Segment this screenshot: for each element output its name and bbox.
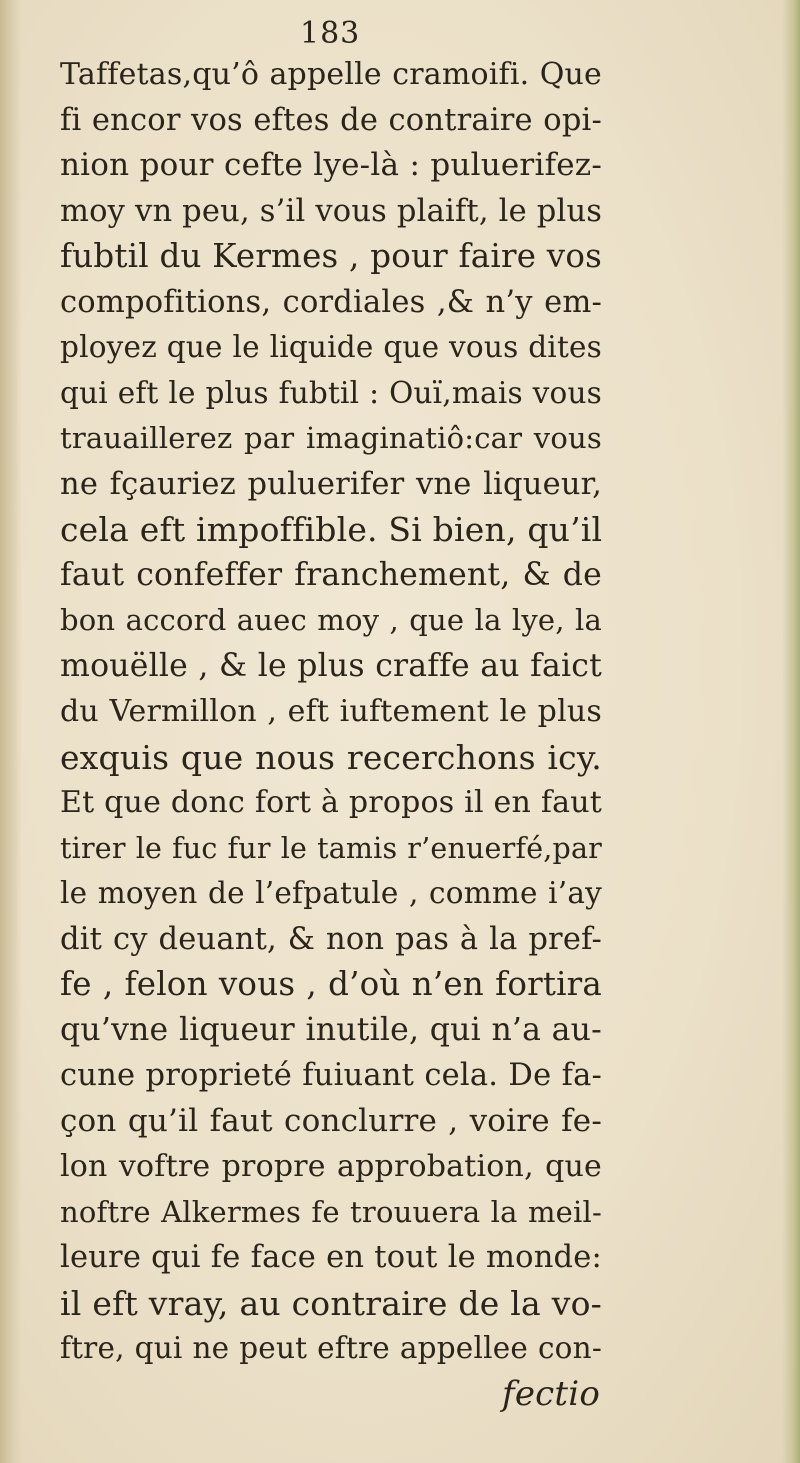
text-line: compofitions, cordiales ,& n’y em- [60, 284, 602, 320]
text-line: faut confeffer franchement, & de [60, 556, 602, 593]
text-line: dit cy deuant, & non pas à la pref- [60, 921, 602, 957]
text-line: cune proprieté fuiuant cela. De fa- [60, 1058, 602, 1093]
text-line: ftre, qui ne peut eftre appellee con- [60, 1331, 602, 1365]
text-line: moy vn peu, s’il vous plaift, le plus [60, 193, 603, 229]
page-number: 183 [300, 16, 361, 51]
text-line: ployez que le liquide que vous dites [60, 330, 602, 364]
text-line: Et que donc fort à propos il en faut [60, 785, 602, 820]
body-text [60, 52, 602, 1417]
text-line: exquis que nous recerchons icy. [60, 737, 602, 777]
text-line: trauaillerez par imaginatiô:car vous [60, 421, 602, 455]
text-line: cela eft impoffible. Si bien, qu’il [60, 510, 603, 549]
text-line: il eft vray, au contraire de la vo- [60, 1283, 602, 1323]
text-line: qu’vne liqueur inutile, qui n’a au- [60, 1011, 602, 1048]
text-line: fubtil du Kermes , pour faire vos [60, 237, 602, 275]
text-line: çon qu’il faut conclurre , voire fe- [60, 1102, 602, 1139]
text-line: noftre Alkermes fe trouuera la meil- [60, 1194, 602, 1229]
page-binding-shadow [0, 0, 22, 1463]
catchword: fectio [502, 1373, 600, 1414]
text-line: lon voftre propre approbation, que [60, 1149, 602, 1184]
text-line: le moyen de l’efpatule , comme i’ay [60, 876, 602, 910]
text-line: qui eft le plus fubtil : Ouï,mais vous [60, 375, 602, 410]
text-line: mouëlle , & le plus craffe au faict [60, 647, 602, 684]
text-line: tirer le fuc fur le tamis r’enuerfé,par [60, 831, 602, 865]
text-line: Taffetas,qu’ô appelle cramoifi. Que [60, 57, 602, 92]
text-line: fe , felon vous , d’où n’en fortira [60, 965, 602, 1003]
text-line: du Vermillon , eft iuftement le plus [60, 694, 602, 729]
text-line: leure qui fe face en tout le monde: [60, 1240, 602, 1275]
text-line: fi encor vos eftes de contraire opi- [60, 102, 602, 138]
text-line: ne fçauriez puluerifer vne liqueur, [60, 466, 602, 502]
text-line: nion pour cefte lye-là : puluerifez- [60, 147, 602, 183]
page-edge [782, 0, 800, 1463]
text-line: bon accord auec moy , que la lye, la [60, 603, 602, 637]
